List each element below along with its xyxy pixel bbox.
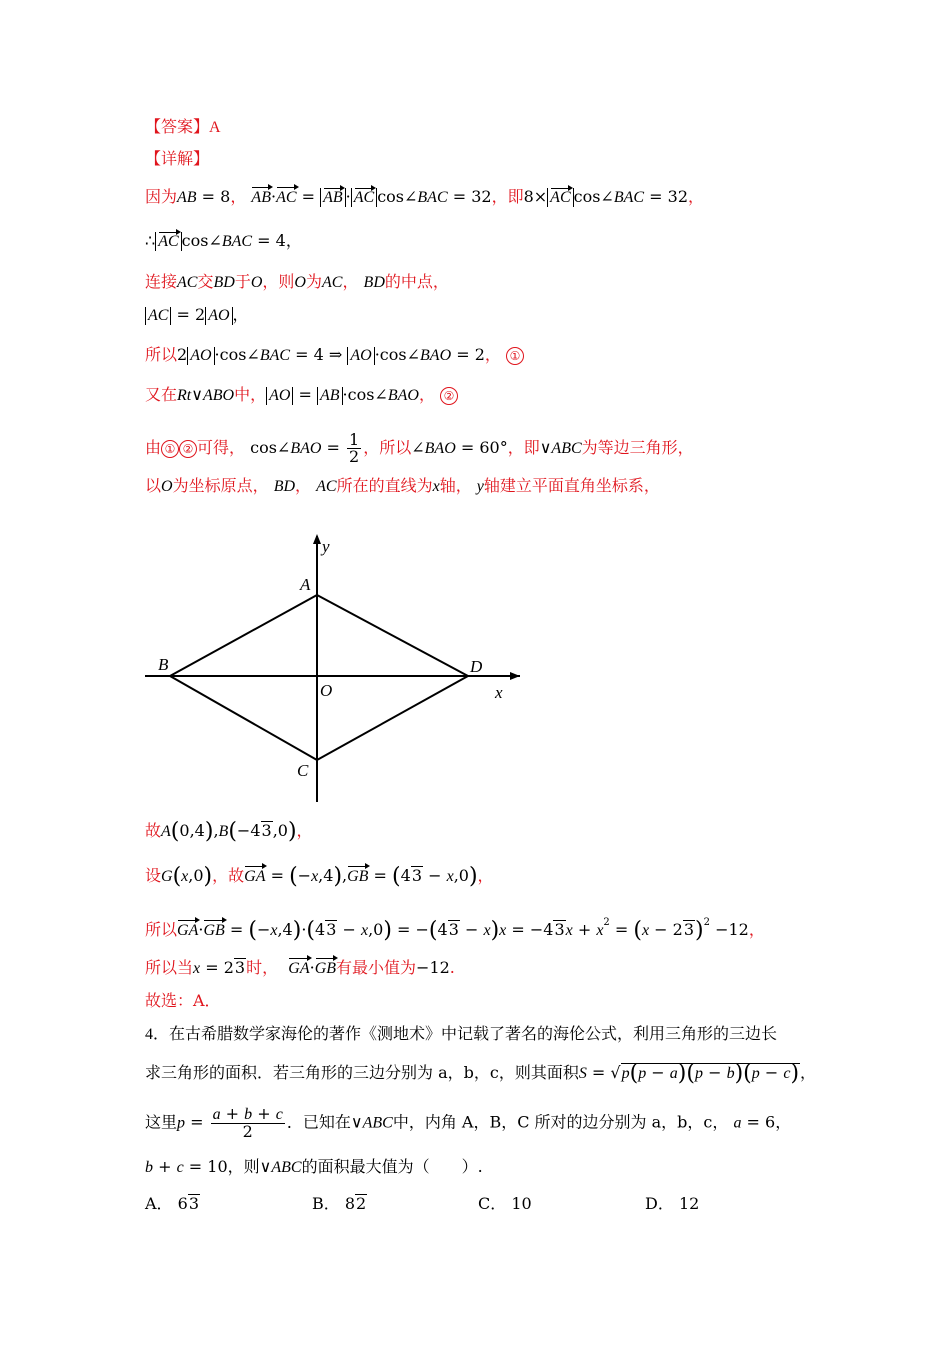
rhombus-diagram [140, 530, 530, 810]
question-line-3: 这里p = $\frac{a + b + c}{2}$ ．已知在∨ABC中，内角 A，B，C 所对的边分别为 a，b，c， a = 6， [145, 1104, 792, 1141]
solution-line-7: 由 ① ② 可得， cos∠BAO = $\frac{1}{2}$ ，所以∠BAO = 60°，即∨ABC为等边三角形， [145, 430, 694, 466]
circled-one: ① [506, 347, 524, 365]
solution-line-11: 所以$GA\cdot GB = (-x,4)\cdot(43 - x,0) = -(43 - x)x = -43x + x^2 = (x - 23)^2 -12$， [145, 917, 765, 943]
label-D: D [470, 657, 483, 676]
solution-line-3: 连接AC交BD于O，则O为AC， BD的中点， [145, 272, 449, 291]
question-line-2: 求三角形的面积．若三角形的三边分别为 a，b，c，则其面积S = √p(p − a)(p − b)(p − c)， [145, 1061, 817, 1086]
option-a[interactable]: A． 63 [145, 1194, 200, 1213]
label-B: B [158, 655, 169, 674]
segment-BC [170, 676, 317, 760]
segment-AD [317, 595, 468, 676]
solution-line-6: 又在Rt∨ABO中， AO = AB ·cos∠BAO， ② [145, 385, 458, 406]
segment-CD [317, 676, 468, 760]
answer-value: A [209, 119, 221, 136]
label-y: y [322, 537, 330, 556]
y-axis-arrow [313, 534, 321, 544]
answer-label: 【答案】 [145, 117, 210, 136]
solution-line-8: 以O为坐标原点， BD， AC所在的直线为x轴， y轴建立平面直角坐标系， [145, 476, 660, 495]
option-c[interactable]: C． 10 [478, 1194, 532, 1213]
detail-label: 【详解】 [145, 149, 210, 168]
answer-line [145, 117, 221, 138]
solution-line-1: 因为AB = 8， AB·AC = AB · AC cos∠BAC = 32，即8× AC cos∠BAC = 32， [145, 187, 705, 206]
solution-line-2: ∴ AC cos∠BAC = 4， [145, 231, 302, 250]
question-line-1: 4．在古希腊数学家海伦的著作《测地术》中记载了著名的海伦公式，利用三角形的三边长 [145, 1024, 778, 1043]
option-d[interactable]: D． 12 [645, 1194, 700, 1213]
solution-line-9: 故A(0,4),B(−43,0)， [145, 819, 313, 844]
question-line-4: b + c = 10，则∨ABC的面积最大值为（ ）. [145, 1157, 483, 1176]
segment-BA [170, 595, 317, 676]
solution-line-12: 所以当x = 23时， GA·GB有最小值为−12. [145, 958, 455, 977]
solution-line-10: 设G(x,0)，故GA = (−x,4),GB = (43 − x,0)， [145, 864, 494, 889]
label-C: C [297, 761, 309, 780]
circled-two: ② [440, 387, 458, 405]
option-b[interactable]: B． 82 [312, 1194, 367, 1213]
label-A: A [300, 575, 311, 594]
solution-line-13: 故选：A． [145, 991, 221, 1010]
label-O: O [320, 681, 333, 700]
label-x: x [495, 683, 503, 702]
x-axis-arrow [510, 672, 520, 680]
solution-line-4: AC = 2 AO ， [145, 305, 249, 325]
solution-line-5: 所以2 AO ·cos∠BAC = 4 ⇒ AO ·cos∠BAO = 2， ① [145, 345, 524, 366]
